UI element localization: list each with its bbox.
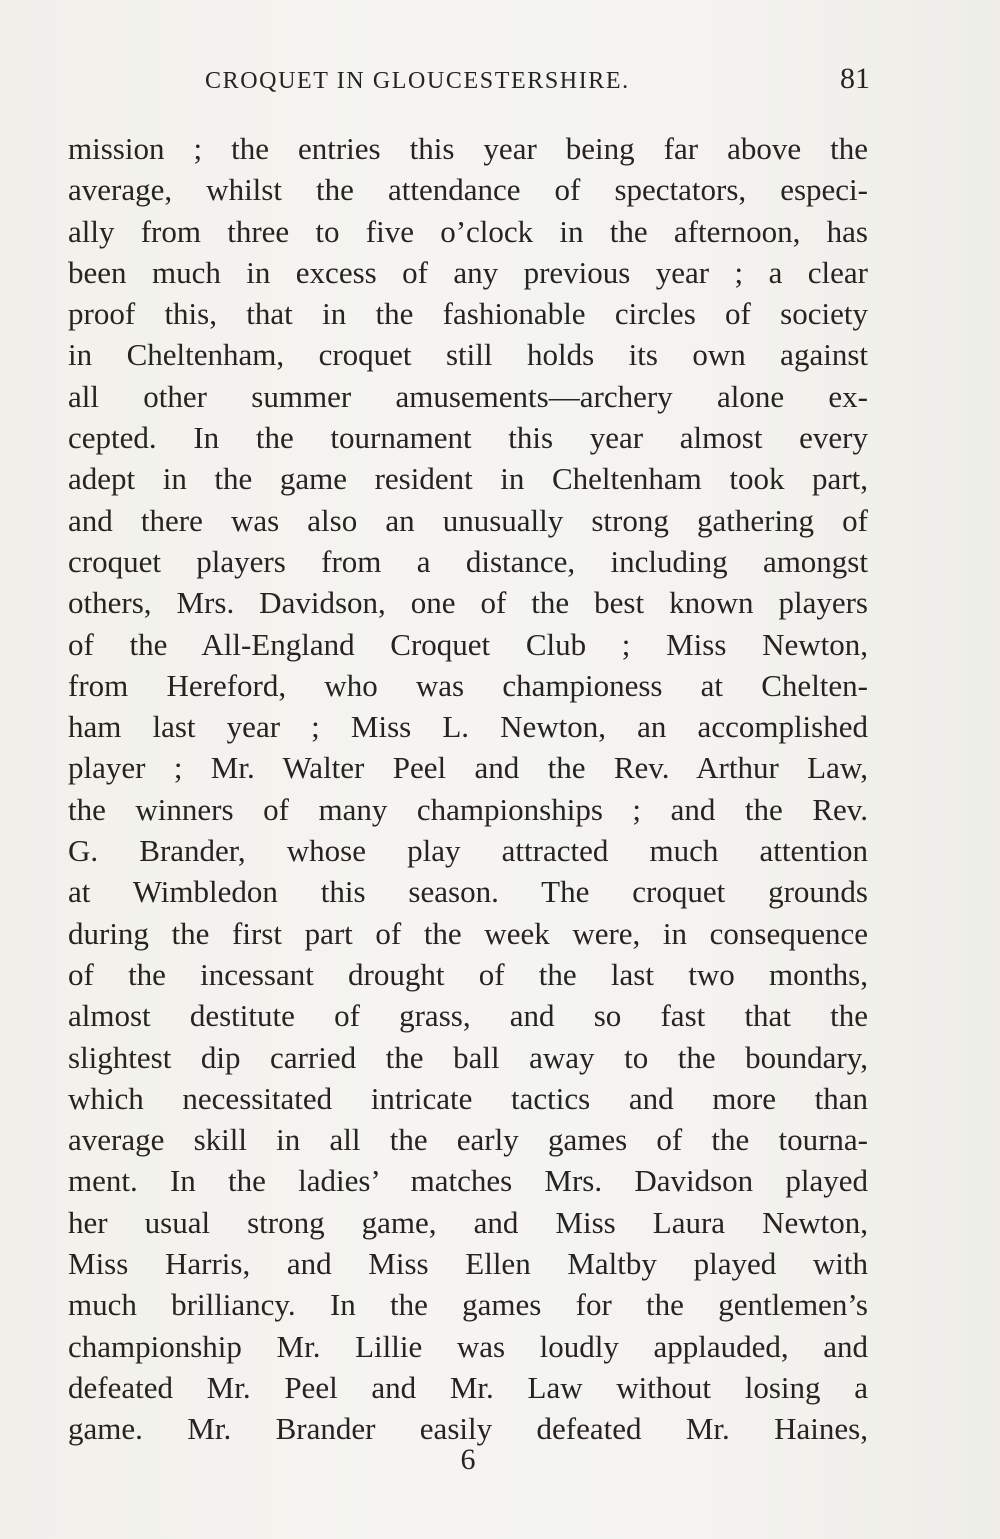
text-line: all other summer amusements—archery alone ex- bbox=[68, 378, 868, 414]
text-line: game. Mr. Brander easily defeated Mr. Haines, bbox=[68, 1411, 868, 1447]
text-line: of the incessant drought of the last two months, bbox=[68, 956, 868, 992]
text-line: Miss Harris, and Miss Ellen Maltby played with bbox=[68, 1246, 868, 1282]
text-line: ment. In the ladies’ matches Mrs. Davidson played bbox=[68, 1163, 868, 1199]
text-line: adept in the game resident in Cheltenham took part, bbox=[68, 461, 868, 497]
text-line: others, Mrs. Davidson, one of the best known players bbox=[68, 585, 868, 621]
body-text bbox=[68, 128, 868, 1450]
running-head: CROQUET IN GLOUCESTERSHIRE. bbox=[205, 68, 630, 94]
text-line: championship Mr. Lillie was loudly applauded, and bbox=[68, 1328, 868, 1364]
text-line: croquet players from a distance, including amongst bbox=[68, 543, 868, 579]
text-line: and there was also an unusually strong gathering of bbox=[68, 502, 868, 538]
text-line: ham last year ; Miss L. Newton, an accomplished bbox=[68, 709, 868, 745]
signature-number: 6 bbox=[460, 1443, 476, 1476]
text-line: ally from three to five o’clock in the afternoon, has bbox=[68, 213, 868, 249]
page-number: 81 bbox=[840, 62, 870, 95]
text-line: average, whilst the attendance of spectators, especi- bbox=[68, 172, 868, 208]
text-line: mission ; the entries this year being far above the bbox=[68, 131, 868, 166]
text-line: during the first part of the week were, in consequence bbox=[68, 915, 868, 951]
text-line: in Cheltenham, croquet still holds its own against bbox=[68, 337, 868, 373]
text-line: proof this, that in the fashionable circles of society bbox=[68, 296, 868, 332]
text-line: cepted. In the tournament this year almost every bbox=[68, 420, 868, 456]
text-line: at Wimbledon this season. The croquet grounds bbox=[68, 874, 868, 910]
text-line: her usual strong game, and Miss Laura Newton, bbox=[68, 1204, 868, 1240]
text-line: which necessitated intricate tactics and more than bbox=[68, 1080, 868, 1116]
text-line: almost destitute of grass, and so fast that the bbox=[68, 998, 868, 1034]
text-line: player ; Mr. Walter Peel and the Rev. Arthur Law, bbox=[68, 750, 868, 786]
text-line: slightest dip carried the ball away to the boundary, bbox=[68, 1039, 868, 1075]
text-line: defeated Mr. Peel and Mr. Law without losing a bbox=[68, 1369, 868, 1405]
text-line: much brilliancy. In the games for the gentlemen’s bbox=[68, 1287, 868, 1323]
text-line: G. Brander, whose play attracted much attention bbox=[68, 833, 868, 869]
text-line: from Hereford, who was championess at Chelten- bbox=[68, 667, 868, 703]
text-line: average skill in all the early games of the tourna- bbox=[68, 1122, 868, 1158]
text-line: of the All-England Croquet Club ; Miss Newton, bbox=[68, 626, 868, 662]
signature-mark bbox=[0, 1443, 1000, 1477]
text-line: been much in excess of any previous year ; a clear bbox=[68, 254, 868, 290]
text-line: the winners of many championships ; and the Rev. bbox=[68, 791, 868, 827]
page-header bbox=[205, 62, 870, 102]
